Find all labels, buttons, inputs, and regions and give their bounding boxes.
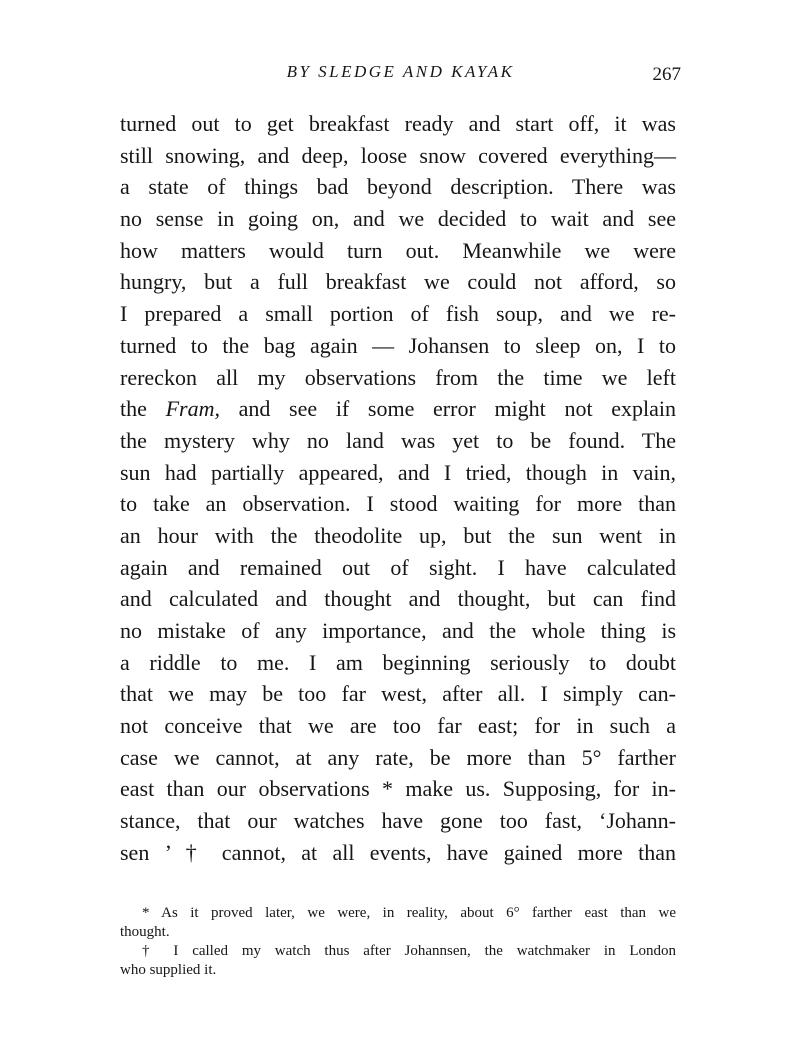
text-line: to take an observation. I stood waiting for more than	[120, 491, 676, 517]
line-suffix: and see if some error might not explain	[219, 396, 676, 422]
text-line: turned out to get breakfast ready and start off, it was	[120, 111, 676, 136]
footnote-2-line-1: † I called my watch thus after Johannsen, the watchmaker in London	[142, 943, 676, 959]
text-line: sen ’ † cannot, at all events, have gained more than	[120, 839, 676, 865]
footnote-1-line-1: * As it proved later, we were, in reality, about 6° farther east than we	[142, 905, 676, 921]
page-number: 267	[652, 64, 681, 85]
text-line: still snowing, and deep, loose snow covered everything—	[120, 142, 676, 168]
text-line: east than our observations * make us. Supposing, for in-	[120, 776, 676, 802]
text-line: turned to the bag again — Johansen to sleep on, I to	[120, 332, 676, 358]
text-line: rereckon all my observations from the time we left	[120, 364, 676, 390]
line-prefix: the	[120, 396, 166, 422]
text-line: case we cannot, at any rate, be more than 5° farther	[120, 744, 676, 770]
text-line: the mystery why no land was yet to be found. The	[120, 427, 676, 453]
ship-name-fram: Fram,	[165, 396, 220, 422]
body-text	[120, 108, 676, 869]
text-line: a state of things bad beyond description. There was	[120, 174, 676, 200]
text-line: hungry, but a full breakfast we could not afford, so	[120, 269, 676, 295]
text-line: not conceive that we are too far east; for in such a	[120, 713, 676, 739]
text-line: that we may be too far west, after all. I simply can-	[120, 681, 676, 707]
text-line: how matters would turn out. Meanwhile we were	[120, 237, 676, 263]
text-line: sun had partially appeared, and I tried, though in vain,	[120, 459, 676, 485]
text-line-with-ship-name	[120, 393, 676, 425]
footnote-2-line-2: who supplied it.	[120, 962, 217, 978]
running-title: BY SLEDGE AND KAYAK	[286, 62, 515, 81]
text-line: an hour with the theodolite up, but the sun went in	[120, 522, 676, 548]
text-line: no sense in going on, and we decided to wait and see	[120, 206, 676, 232]
text-line: I prepared a small portion of fish soup, and we re-	[120, 301, 676, 327]
text-line: a riddle to me. I am beginning seriously to doubt	[120, 649, 676, 675]
text-line: no mistake of any importance, and the whole thing is	[120, 618, 676, 643]
footnote-1-line-2: thought.	[120, 924, 170, 940]
text-line: again and remained out of sight. I have calculated	[120, 554, 676, 580]
footnotes	[120, 904, 676, 980]
text-line: stance, that our watches have gone too fast, ‘Johann-	[120, 808, 676, 834]
text-line: and calculated and thought and thought, but can find	[120, 586, 676, 612]
running-header	[118, 60, 683, 90]
